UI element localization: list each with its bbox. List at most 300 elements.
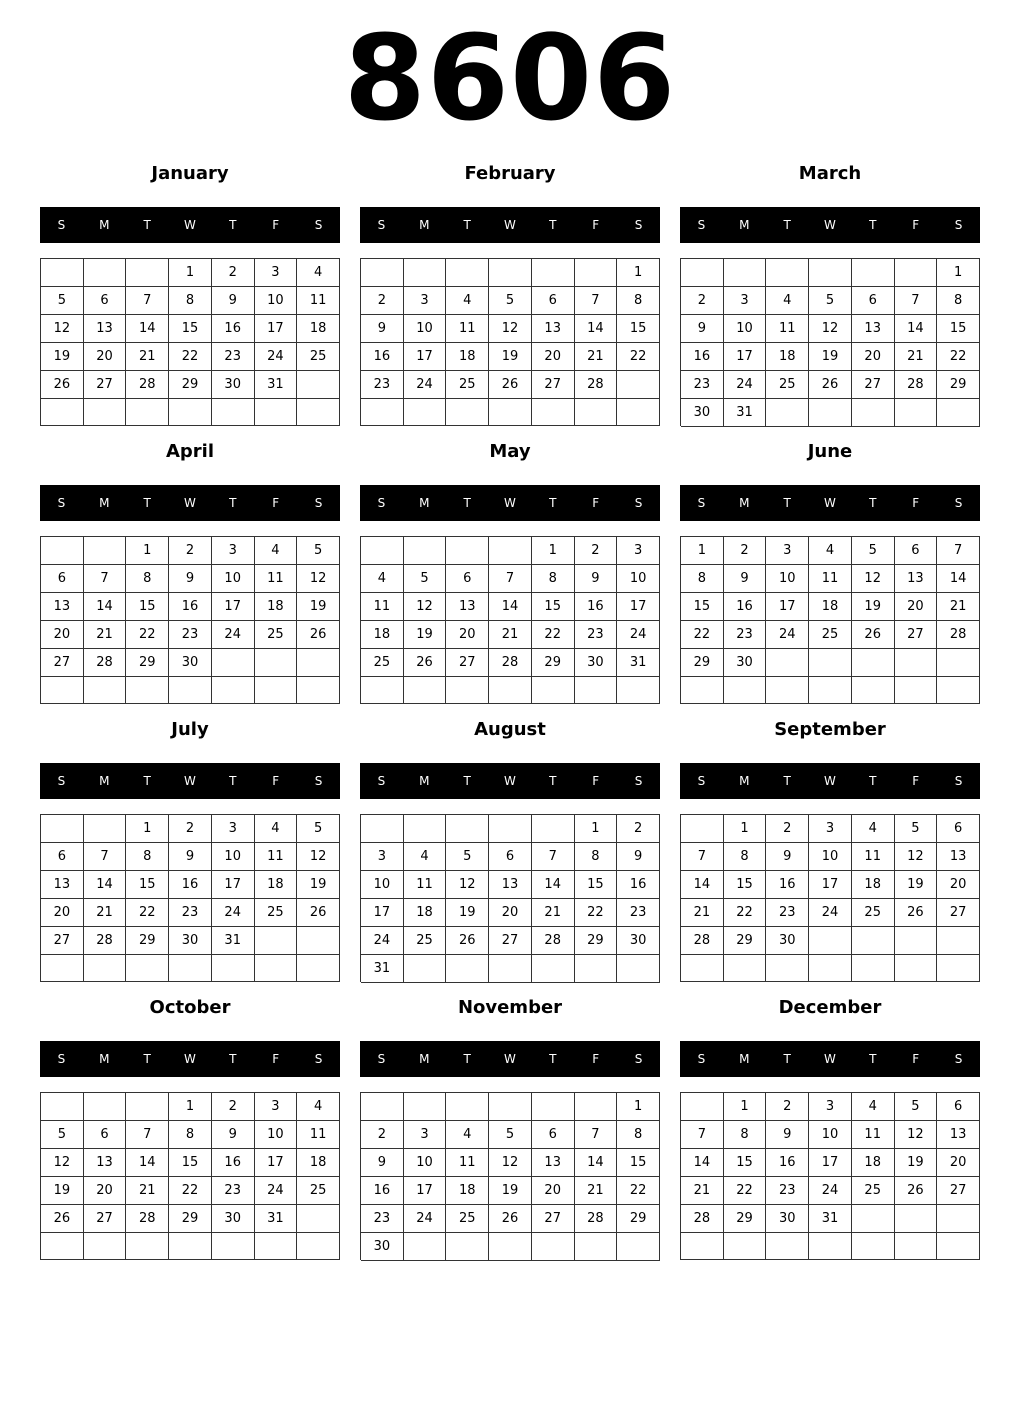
day-cell bbox=[852, 259, 895, 287]
day-cell: 3 bbox=[809, 815, 852, 843]
day-cell: 21 bbox=[681, 899, 724, 927]
day-cell bbox=[126, 955, 169, 982]
day-cell: 15 bbox=[681, 593, 724, 621]
day-cell bbox=[575, 955, 618, 983]
day-cell: 15 bbox=[126, 871, 169, 899]
weekday-label: W bbox=[184, 1052, 196, 1066]
day-cell: 14 bbox=[575, 1149, 618, 1177]
day-cell bbox=[169, 955, 212, 982]
day-cell: 4 bbox=[852, 815, 895, 843]
weekday-label: F bbox=[272, 496, 280, 510]
day-cell bbox=[575, 399, 618, 426]
day-cell bbox=[766, 1233, 809, 1260]
day-cell bbox=[84, 399, 127, 426]
weekday-label: F bbox=[592, 218, 600, 232]
day-cell: 14 bbox=[126, 1149, 169, 1177]
day-cell: 18 bbox=[852, 871, 895, 899]
day-cell: 20 bbox=[84, 1177, 127, 1205]
day-cell: 5 bbox=[489, 1121, 532, 1149]
day-cell: 24 bbox=[404, 371, 447, 399]
day-cell: 2 bbox=[681, 287, 724, 315]
day-cell: 23 bbox=[617, 899, 660, 927]
day-cell: 17 bbox=[724, 343, 767, 371]
day-cell bbox=[681, 1093, 724, 1121]
day-cell bbox=[937, 927, 980, 955]
day-cell: 10 bbox=[255, 1121, 298, 1149]
day-cell: 11 bbox=[809, 565, 852, 593]
day-cell bbox=[532, 677, 575, 704]
day-cell: 22 bbox=[724, 1177, 767, 1205]
day-cell: 8 bbox=[126, 843, 169, 871]
day-cell bbox=[852, 677, 895, 704]
day-cell bbox=[766, 399, 809, 427]
day-cell: 18 bbox=[446, 343, 489, 371]
days-grid bbox=[360, 814, 660, 982]
day-cell: 22 bbox=[724, 899, 767, 927]
day-cell: 4 bbox=[255, 537, 298, 565]
day-cell: 14 bbox=[84, 593, 127, 621]
day-cell: 10 bbox=[212, 843, 255, 871]
day-cell bbox=[446, 1093, 489, 1121]
weekday-header-bar bbox=[360, 485, 660, 521]
day-cell: 9 bbox=[766, 843, 809, 871]
weekday-label: S bbox=[634, 1052, 643, 1066]
day-cell: 12 bbox=[41, 315, 84, 343]
day-cell: 5 bbox=[404, 565, 447, 593]
day-cell: 29 bbox=[724, 927, 767, 955]
weekday-label: T bbox=[229, 496, 237, 510]
day-cell bbox=[532, 815, 575, 843]
day-cell bbox=[895, 677, 938, 704]
day-cell: 2 bbox=[617, 815, 660, 843]
day-cell: 5 bbox=[41, 1121, 84, 1149]
day-cell bbox=[852, 1205, 895, 1233]
day-cell: 29 bbox=[126, 649, 169, 677]
day-cell: 7 bbox=[895, 287, 938, 315]
day-cell: 25 bbox=[255, 899, 298, 927]
day-cell bbox=[766, 649, 809, 677]
day-cell: 6 bbox=[41, 565, 84, 593]
day-cell bbox=[617, 677, 660, 704]
day-cell bbox=[489, 259, 532, 287]
month-name: April bbox=[165, 441, 215, 462]
weekday-label: S bbox=[377, 1052, 386, 1066]
day-cell: 22 bbox=[617, 343, 660, 371]
day-cell: 18 bbox=[361, 621, 404, 649]
day-cell: 24 bbox=[809, 1177, 852, 1205]
day-cell: 30 bbox=[169, 649, 212, 677]
day-cell bbox=[766, 259, 809, 287]
weekday-label: W bbox=[824, 218, 836, 232]
day-cell: 13 bbox=[937, 1121, 980, 1149]
weekday-label: F bbox=[272, 774, 280, 788]
day-cell: 13 bbox=[532, 315, 575, 343]
day-cell bbox=[255, 677, 298, 704]
day-cell bbox=[212, 677, 255, 704]
day-cell bbox=[895, 1233, 938, 1260]
day-cell bbox=[681, 955, 724, 982]
weekday-label: W bbox=[824, 496, 836, 510]
day-cell: 14 bbox=[681, 871, 724, 899]
day-cell bbox=[617, 371, 660, 399]
day-cell: 12 bbox=[297, 565, 340, 593]
day-cell bbox=[532, 955, 575, 983]
day-cell: 15 bbox=[617, 315, 660, 343]
day-cell: 24 bbox=[255, 1177, 298, 1205]
day-cell: 16 bbox=[212, 1149, 255, 1177]
weekday-label: W bbox=[824, 1052, 836, 1066]
day-cell: 8 bbox=[724, 1121, 767, 1149]
day-cell: 10 bbox=[617, 565, 660, 593]
day-cell: 15 bbox=[617, 1149, 660, 1177]
day-cell: 19 bbox=[41, 343, 84, 371]
day-cell: 4 bbox=[809, 537, 852, 565]
day-cell: 16 bbox=[766, 1149, 809, 1177]
day-cell: 3 bbox=[617, 537, 660, 565]
day-cell: 11 bbox=[446, 315, 489, 343]
weekday-label: F bbox=[912, 774, 920, 788]
day-cell: 17 bbox=[361, 899, 404, 927]
day-cell: 24 bbox=[809, 899, 852, 927]
day-cell: 30 bbox=[724, 649, 767, 677]
day-cell: 12 bbox=[41, 1149, 84, 1177]
day-cell: 23 bbox=[766, 1177, 809, 1205]
day-cell bbox=[404, 1233, 447, 1261]
day-cell bbox=[297, 399, 340, 426]
day-cell: 29 bbox=[937, 371, 980, 399]
day-cell bbox=[895, 955, 938, 982]
day-cell bbox=[852, 927, 895, 955]
day-cell: 22 bbox=[937, 343, 980, 371]
day-cell: 10 bbox=[404, 1149, 447, 1177]
days-grid bbox=[360, 536, 660, 704]
day-cell: 26 bbox=[297, 899, 340, 927]
day-cell: 13 bbox=[84, 315, 127, 343]
day-cell: 18 bbox=[255, 871, 298, 899]
day-cell: 9 bbox=[361, 315, 404, 343]
day-cell: 26 bbox=[489, 371, 532, 399]
day-cell: 22 bbox=[575, 899, 618, 927]
day-cell: 26 bbox=[809, 371, 852, 399]
day-cell: 11 bbox=[446, 1149, 489, 1177]
day-cell: 6 bbox=[446, 565, 489, 593]
day-cell bbox=[446, 815, 489, 843]
day-cell bbox=[937, 1205, 980, 1233]
day-cell: 30 bbox=[212, 1205, 255, 1233]
day-cell bbox=[212, 1233, 255, 1260]
day-cell: 31 bbox=[361, 955, 404, 983]
day-cell bbox=[212, 955, 255, 982]
day-cell: 8 bbox=[937, 287, 980, 315]
day-cell: 21 bbox=[895, 343, 938, 371]
year-title: 8606 bbox=[343, 9, 677, 147]
day-cell bbox=[404, 399, 447, 426]
weekday-label: F bbox=[592, 774, 600, 788]
day-cell: 24 bbox=[361, 927, 404, 955]
day-cell: 12 bbox=[297, 843, 340, 871]
weekday-label: S bbox=[954, 1052, 963, 1066]
day-cell: 4 bbox=[255, 815, 298, 843]
day-cell bbox=[84, 1233, 127, 1260]
day-cell: 13 bbox=[489, 871, 532, 899]
weekday-label: M bbox=[99, 1052, 110, 1066]
day-cell: 1 bbox=[937, 259, 980, 287]
day-cell: 9 bbox=[681, 315, 724, 343]
day-cell: 28 bbox=[126, 371, 169, 399]
days-grid bbox=[40, 814, 340, 982]
day-cell: 10 bbox=[255, 287, 298, 315]
day-cell: 6 bbox=[84, 1121, 127, 1149]
day-cell: 7 bbox=[937, 537, 980, 565]
day-cell: 9 bbox=[724, 565, 767, 593]
day-cell bbox=[84, 537, 127, 565]
day-cell bbox=[809, 259, 852, 287]
day-cell: 12 bbox=[446, 871, 489, 899]
day-cell: 23 bbox=[361, 371, 404, 399]
day-cell: 19 bbox=[446, 899, 489, 927]
weekday-label: S bbox=[697, 218, 706, 232]
day-cell bbox=[489, 815, 532, 843]
weekday-header-bar bbox=[40, 1041, 340, 1077]
day-cell: 18 bbox=[297, 1149, 340, 1177]
day-cell: 19 bbox=[297, 871, 340, 899]
day-cell bbox=[724, 259, 767, 287]
day-cell: 19 bbox=[489, 1177, 532, 1205]
day-cell: 14 bbox=[489, 593, 532, 621]
day-cell: 28 bbox=[532, 927, 575, 955]
day-cell: 14 bbox=[532, 871, 575, 899]
day-cell: 15 bbox=[532, 593, 575, 621]
day-cell bbox=[852, 955, 895, 982]
day-cell: 25 bbox=[255, 621, 298, 649]
day-cell: 18 bbox=[852, 1149, 895, 1177]
weekday-header-bar bbox=[40, 207, 340, 243]
day-cell bbox=[297, 677, 340, 704]
weekday-label: W bbox=[184, 774, 196, 788]
day-cell: 21 bbox=[489, 621, 532, 649]
day-cell: 28 bbox=[84, 927, 127, 955]
day-cell: 11 bbox=[852, 1121, 895, 1149]
weekday-label: T bbox=[143, 1052, 151, 1066]
day-cell: 20 bbox=[446, 621, 489, 649]
weekday-header-bar bbox=[360, 207, 660, 243]
day-cell bbox=[681, 815, 724, 843]
day-cell: 28 bbox=[126, 1205, 169, 1233]
day-cell: 12 bbox=[895, 1121, 938, 1149]
day-cell: 8 bbox=[575, 843, 618, 871]
day-cell: 3 bbox=[212, 537, 255, 565]
day-cell bbox=[297, 927, 340, 955]
day-cell: 25 bbox=[446, 1205, 489, 1233]
day-cell: 26 bbox=[895, 899, 938, 927]
weekday-label: M bbox=[419, 1052, 430, 1066]
day-cell: 28 bbox=[575, 371, 618, 399]
day-cell bbox=[532, 259, 575, 287]
day-cell: 10 bbox=[404, 315, 447, 343]
day-cell: 7 bbox=[126, 1121, 169, 1149]
day-cell: 25 bbox=[852, 1177, 895, 1205]
day-cell: 30 bbox=[766, 927, 809, 955]
day-cell bbox=[297, 955, 340, 982]
day-cell: 5 bbox=[489, 287, 532, 315]
day-cell bbox=[852, 1233, 895, 1260]
weekday-label: T bbox=[143, 496, 151, 510]
day-cell: 23 bbox=[766, 899, 809, 927]
day-cell bbox=[681, 259, 724, 287]
day-cell: 10 bbox=[724, 315, 767, 343]
day-cell: 30 bbox=[169, 927, 212, 955]
day-cell: 26 bbox=[852, 621, 895, 649]
day-cell: 7 bbox=[575, 1121, 618, 1149]
day-cell: 20 bbox=[532, 1177, 575, 1205]
day-cell: 18 bbox=[297, 315, 340, 343]
day-cell bbox=[895, 927, 938, 955]
day-cell bbox=[532, 1233, 575, 1261]
day-cell: 7 bbox=[489, 565, 532, 593]
day-cell: 4 bbox=[297, 259, 340, 287]
day-cell: 13 bbox=[895, 565, 938, 593]
day-cell: 14 bbox=[895, 315, 938, 343]
day-cell: 24 bbox=[766, 621, 809, 649]
day-cell: 16 bbox=[681, 343, 724, 371]
day-cell: 3 bbox=[809, 1093, 852, 1121]
day-cell bbox=[575, 1093, 618, 1121]
day-cell: 13 bbox=[532, 1149, 575, 1177]
day-cell: 11 bbox=[297, 1121, 340, 1149]
day-cell: 29 bbox=[617, 1205, 660, 1233]
day-cell: 20 bbox=[937, 1149, 980, 1177]
day-cell: 11 bbox=[255, 565, 298, 593]
day-cell: 2 bbox=[575, 537, 618, 565]
day-cell bbox=[255, 399, 298, 426]
day-cell: 26 bbox=[489, 1205, 532, 1233]
weekday-label: F bbox=[272, 1052, 280, 1066]
day-cell: 16 bbox=[724, 593, 767, 621]
day-cell: 15 bbox=[724, 871, 767, 899]
day-cell: 20 bbox=[852, 343, 895, 371]
day-cell: 20 bbox=[489, 899, 532, 927]
weekday-label: T bbox=[783, 1052, 791, 1066]
day-cell: 27 bbox=[895, 621, 938, 649]
day-cell: 4 bbox=[446, 287, 489, 315]
day-cell: 2 bbox=[766, 815, 809, 843]
weekday-label: T bbox=[869, 496, 877, 510]
day-cell: 24 bbox=[404, 1205, 447, 1233]
day-cell: 7 bbox=[575, 287, 618, 315]
month-name: May bbox=[489, 441, 531, 462]
weekday-label: W bbox=[504, 774, 516, 788]
weekday-label: S bbox=[634, 496, 643, 510]
day-cell: 16 bbox=[361, 1177, 404, 1205]
day-cell bbox=[617, 399, 660, 426]
day-cell: 23 bbox=[212, 343, 255, 371]
day-cell: 1 bbox=[724, 815, 767, 843]
day-cell: 31 bbox=[255, 1205, 298, 1233]
day-cell: 27 bbox=[84, 371, 127, 399]
day-cell: 20 bbox=[532, 343, 575, 371]
day-cell bbox=[895, 399, 938, 427]
weekday-label: S bbox=[57, 1052, 66, 1066]
day-cell: 24 bbox=[255, 343, 298, 371]
day-cell: 29 bbox=[169, 371, 212, 399]
weekday-header-bar bbox=[360, 1041, 660, 1077]
day-cell bbox=[41, 1233, 84, 1260]
day-cell: 5 bbox=[446, 843, 489, 871]
day-cell: 18 bbox=[446, 1177, 489, 1205]
day-cell: 23 bbox=[212, 1177, 255, 1205]
weekday-header-bar bbox=[680, 763, 980, 799]
day-cell bbox=[84, 1093, 127, 1121]
weekday-label: W bbox=[504, 218, 516, 232]
weekday-label: W bbox=[504, 1052, 516, 1066]
day-cell: 27 bbox=[489, 927, 532, 955]
day-cell: 12 bbox=[489, 315, 532, 343]
days-grid bbox=[40, 258, 340, 426]
day-cell: 10 bbox=[361, 871, 404, 899]
weekday-label: T bbox=[869, 218, 877, 232]
day-cell: 28 bbox=[681, 1205, 724, 1233]
day-cell: 21 bbox=[532, 899, 575, 927]
day-cell: 29 bbox=[532, 649, 575, 677]
weekday-label: S bbox=[954, 496, 963, 510]
day-cell: 3 bbox=[766, 537, 809, 565]
days-grid bbox=[680, 814, 980, 982]
day-cell: 25 bbox=[809, 621, 852, 649]
day-cell: 26 bbox=[404, 649, 447, 677]
day-cell: 4 bbox=[297, 1093, 340, 1121]
day-cell bbox=[84, 259, 127, 287]
day-cell bbox=[41, 259, 84, 287]
day-cell: 27 bbox=[532, 1205, 575, 1233]
day-cell: 4 bbox=[852, 1093, 895, 1121]
day-cell: 20 bbox=[41, 621, 84, 649]
day-cell bbox=[766, 677, 809, 704]
day-cell bbox=[617, 955, 660, 983]
day-cell: 21 bbox=[84, 621, 127, 649]
day-cell: 3 bbox=[361, 843, 404, 871]
weekday-header-bar bbox=[360, 763, 660, 799]
weekday-label: T bbox=[783, 774, 791, 788]
weekday-label: S bbox=[314, 496, 323, 510]
day-cell: 29 bbox=[169, 1205, 212, 1233]
day-cell bbox=[84, 955, 127, 982]
day-cell: 22 bbox=[169, 1177, 212, 1205]
day-cell bbox=[766, 955, 809, 982]
day-cell bbox=[84, 677, 127, 704]
month-name: June bbox=[807, 441, 853, 462]
day-cell: 27 bbox=[446, 649, 489, 677]
day-cell: 13 bbox=[41, 593, 84, 621]
weekday-label: F bbox=[592, 496, 600, 510]
weekday-label: M bbox=[739, 774, 750, 788]
day-cell: 30 bbox=[361, 1233, 404, 1261]
day-cell: 11 bbox=[852, 843, 895, 871]
day-cell: 18 bbox=[404, 899, 447, 927]
day-cell bbox=[809, 677, 852, 704]
day-cell: 1 bbox=[169, 259, 212, 287]
weekday-header-bar bbox=[680, 207, 980, 243]
day-cell: 22 bbox=[169, 343, 212, 371]
day-cell bbox=[489, 955, 532, 983]
day-cell bbox=[446, 955, 489, 983]
day-cell: 7 bbox=[532, 843, 575, 871]
weekday-label: M bbox=[419, 496, 430, 510]
day-cell: 17 bbox=[255, 1149, 298, 1177]
month-name: July bbox=[171, 719, 209, 740]
day-cell: 2 bbox=[361, 1121, 404, 1149]
weekday-label: F bbox=[912, 496, 920, 510]
day-cell: 17 bbox=[255, 315, 298, 343]
